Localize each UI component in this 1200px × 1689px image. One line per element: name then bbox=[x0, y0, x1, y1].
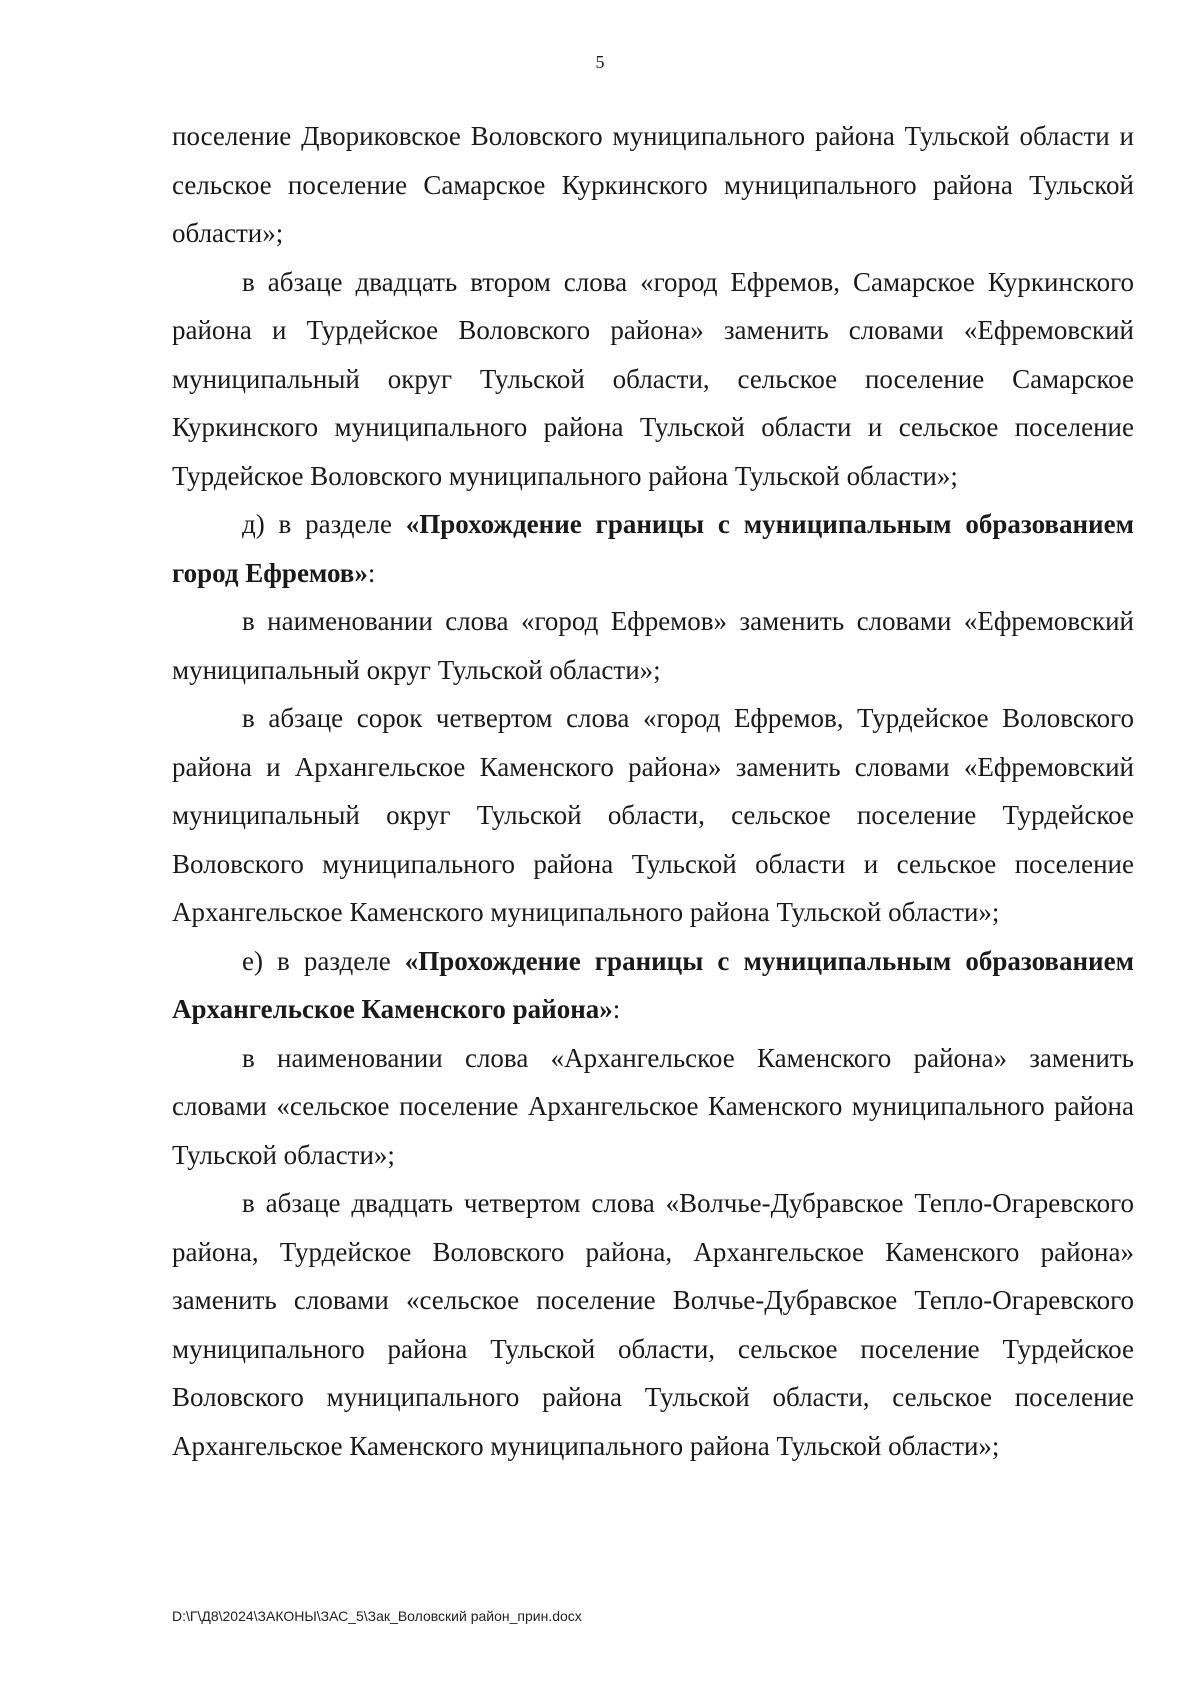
paragraph-6-prefix: е) в разделе bbox=[242, 945, 405, 976]
section-heading-efremov: «Прохождение границы с муниципальным образованием город Ефремов» bbox=[172, 509, 1134, 588]
paragraph-3-prefix: д) в разделе bbox=[242, 509, 406, 539]
document-body bbox=[172, 112, 1134, 1470]
paragraph-2: в абзаце двадцать втором слова «город Ефремов, Самарское Куркинского района и Турдейское Воловского района» заменить словами «Ефремовский муниципальный округ Тульской области, сельское поселение Самарское Куркинского муниципального района Тульской области и сельское поселение Турдейское Воловского муниципального района Тульской области»; bbox=[172, 266, 1134, 491]
footer-file-path: D:\Г\Д8\2024\ЗАКОНЫ\ЗАС_5\Зак_Воловский район_прин.docx bbox=[172, 1608, 582, 1624]
paragraph-4: в наименовании слова «город Ефремов» заменить словами «Ефремовский муниципальный округ Тульской области»; bbox=[172, 606, 1134, 685]
paragraph-3 bbox=[172, 500, 1134, 597]
paragraph-6 bbox=[172, 937, 1134, 1034]
paragraph-5: в абзаце сорок четвертом слова «город Ефремов, Турдейское Воловского района и Архангельское Каменского района» заменить словами «Ефремовский муниципальный округ Тульской области, сельское поселение Турдейское Воловского муниципального района Тульской области и сельское поселение Архангельское Каменского муниципального района Тульской области»; bbox=[172, 703, 1134, 927]
paragraph-1: поселение Двориковское Воловского муниципального района Тульской области и сельское поселение Самарское Куркинского муниципального района Тульской области»; bbox=[172, 121, 1134, 248]
paragraph-3-suffix: : bbox=[367, 557, 376, 588]
page-number: 5 bbox=[595, 52, 605, 72]
section-heading-arkhangelskoe: «Прохождение границы с муниципальным образованием Архангельское Каменского района» bbox=[172, 945, 1134, 1024]
paragraph-6-suffix: : bbox=[612, 994, 621, 1024]
paragraph-8: в абзаце двадцать четвертом слова «Волчье-Дубравское Тепло-Огаревского района, Турдейское Воловского района, Архангельское Каменского района» заменить словами «сельское поселение Волчье-Дубравское Тепло-Огаревского муниципального района Тульской области, сельское поселение Турдейское Воловского муниципального района Тульской области, сельское поселение Архангельское Каменского муниципального района Тульской области»; bbox=[172, 1188, 1134, 1461]
paragraph-7: в наименовании слова «Архангельское Каменского района» заменить словами «сельское поселение Архангельское Каменского муниципального района Тульской области»; bbox=[172, 1042, 1134, 1170]
